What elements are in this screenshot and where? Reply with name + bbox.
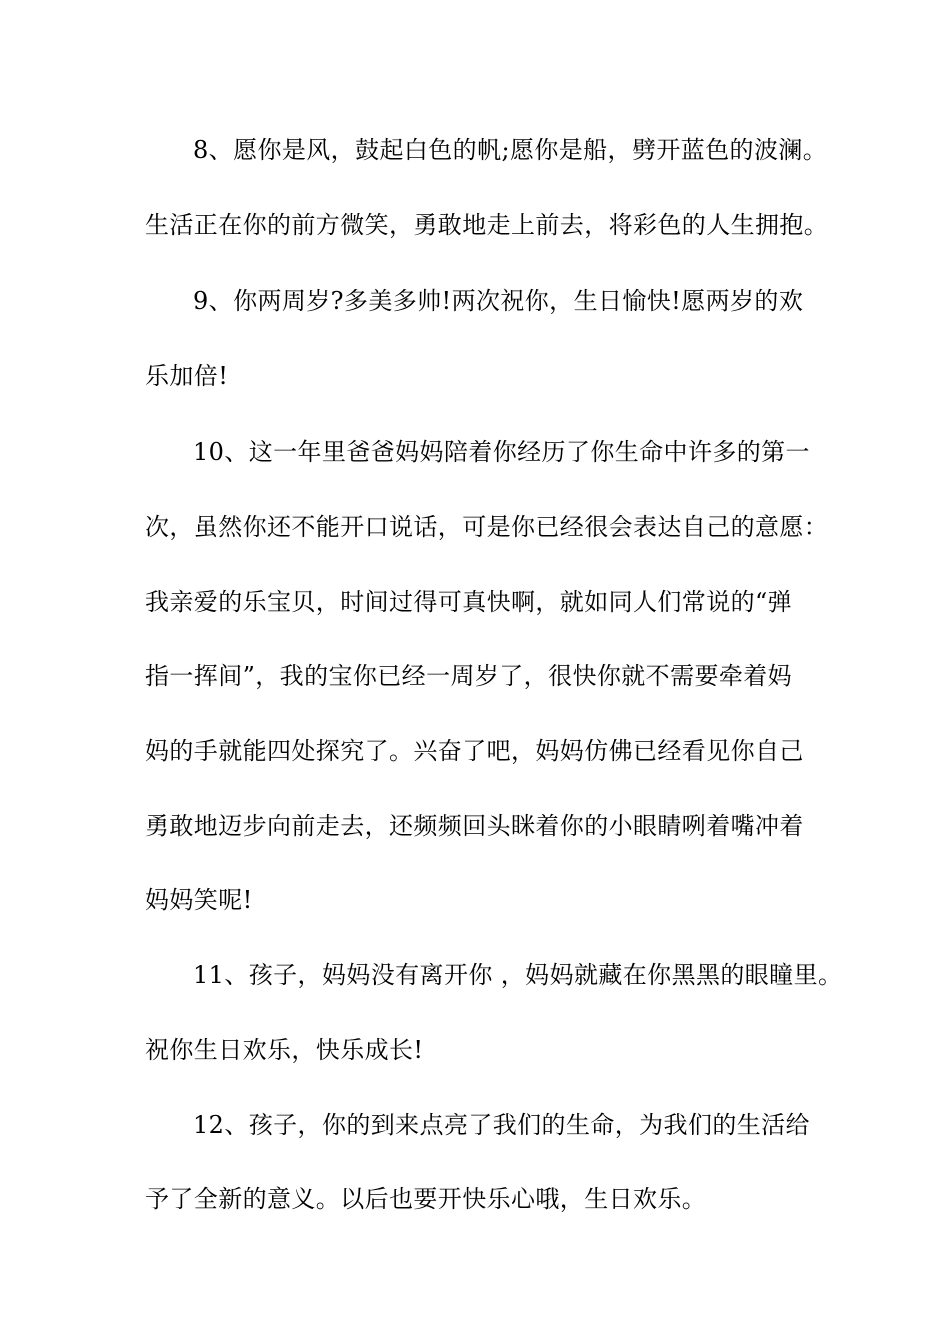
wish-10-line-7: 妈妈笑呢! (145, 886, 253, 914)
wish-12-line-1: 12、孩子，你的到来点亮了我们的生命，为我们的生活给 (193, 1111, 810, 1139)
wish-9-line-1: 9、你两周岁?多美多帅!两次祝你，生日愉快!愿两岁的欢 (193, 287, 804, 315)
wish-10-line-6: 勇敢地迈步向前走去，还频频回头眯着你的小眼睛咧着嘴冲着 (145, 812, 804, 840)
wish-10-line-2: 次，虽然你还不能开口说话，可是你已经很会表达自己的意愿： (145, 513, 829, 541)
wish-11-line-1: 11、孩子，妈妈没有离开你 ，妈妈就藏在你黑黑的眼瞳里。 (193, 961, 843, 989)
wish-10-line-1: 10、这一年里爸爸妈妈陪着你经历了你生命中许多的第一 (193, 438, 810, 466)
wish-9-line-2: 乐加倍! (145, 362, 229, 390)
wish-10-line-5: 妈的手就能四处探究了。兴奋了吧，妈妈仿佛已经看见你自己 (145, 737, 804, 765)
wish-11-line-2: 祝你生日欢乐，快乐成长! (145, 1036, 424, 1064)
wish-12-line-2: 予了全新的意义。以后也要开快乐心哦，生日欢乐。 (145, 1185, 707, 1213)
wish-8-line-1: 8、愿你是风，鼓起白色的帆;愿你是船，劈开蓝色的波澜。 (193, 136, 828, 164)
wish-10-line-4: 指一挥间”，我的宝你已经一周岁了，很快你就不需要牵着妈 (145, 662, 793, 690)
wish-8-line-2: 生活正在你的前方微笑，勇敢地走上前去，将彩色的人生拥抱。 (145, 211, 829, 239)
wish-10-line-3: 我亲爱的乐宝贝，时间过得可真快啊，就如同人们常说的“弹 (145, 588, 793, 616)
